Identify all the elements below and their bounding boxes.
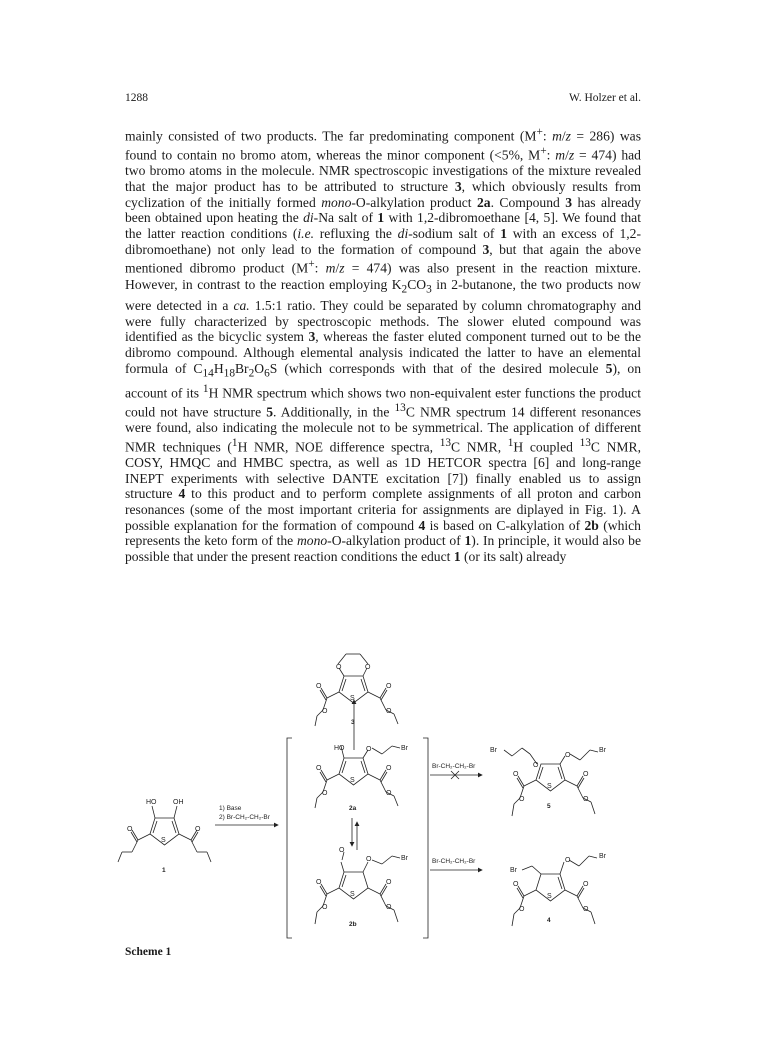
atom-label-o: O (513, 771, 519, 778)
body-text: mainly consisted of two products. The far predominating component (M+: m/z = 286) was found to contain no bromo atom, whereas the minor component (<5%, M+: m/z = 474) had two bromo atoms in the molecule. NMR spectroscopic investigations of the mixture revealed that the major product has to be attributed to structure 3, which obviously results from cyclization of the initially formed mono-O-alkylation product 2a. Compound 3 has already been obtained upon heating the di-Na salt of 1 with 1,2-dibromoethane [4, 5]. We found that the latter reaction conditions (i.e. refluxing the di-sodium salt of 1 with an excess of 1,2-dibromoethane) not only lead to the formation of compound 3, but that again the above mentioned dibromo product (M+: m/z = 474) was also present in the reaction mixture. However, in contrast to the reaction employing $K_2CO_3$ in 2-butanone, the two products now were detected in a ca. 1.5:1 ratio. They could be separated by column chromatography and were fully characterized by spectroscopic methods. The slower eluted compound was identified as the bicyclic system 3, whereas the faster eluted component turned out to be the dibromo compound. Although elemental analysis indicated the latter to have an elemental formula of $C_{14}H_{18}Br_2O_6S$ (which corresponds with that of the desired molecule 5), on account of its $^1$H NMR spectrum which shows two non-equivalent ester functions the product could not have structure 5. Additionally, in the $^{13}$C NMR spectrum 14 different resonances were found, also indicating the molecule not to be symmetrical. The application of different NMR techniques ($^1$H NMR, NOE difference spectra, $^{13}$C NMR, $^1$H coupled $^{13}$C NMR, COSY, HMQC and HMBC spectra, as well as 1D HETCOR spectra [6] and long-range INEPT experiments with selective DANTE excitation [7]) finally enabled us to assign structure 4 to this product and to perform complete assignments of all proton and carbon resonances (some of the most important criteria for assignments are diplayed in Fig. 1). A possible explanation for the formation of compound 4 is based on C-alkylation of 2b (which represents the keto form of the mono-O-alkylation product of 1). In principle, it would also be possible that under the present reaction conditions the educt 1 (or its salt) already (125, 126, 641, 565)
atom-label-o: O (513, 881, 519, 888)
atom-label-o: O (386, 904, 392, 911)
atom-label-o: O (533, 762, 539, 769)
compound-number-4: 4 (547, 917, 551, 924)
atom-label-br: Br (510, 867, 517, 874)
scheme-drawing (110, 640, 650, 940)
atom-label-o: O (366, 746, 372, 753)
atom-label-o: O (519, 796, 525, 803)
atom-label-o: O (386, 765, 392, 772)
atom-label-o: O (583, 771, 589, 778)
compound-number-5: 5 (547, 803, 551, 810)
condition-base: 1) Base (219, 805, 242, 812)
compound-1-structure (118, 806, 211, 862)
atom-label-o: O (519, 906, 525, 913)
compound-5-structure (504, 748, 598, 816)
atom-label-o: O (583, 881, 589, 888)
atom-label-s: S (350, 695, 355, 702)
atom-label-o: O (322, 790, 328, 797)
atom-label-o: O (583, 906, 589, 913)
body-paragraph (125, 125, 641, 565)
atom-label-s: S (350, 777, 355, 784)
compound-3-structure (315, 654, 398, 726)
condition-to-5: Br-CH₂-CH₂-Br (432, 763, 476, 770)
compound-number-1: 1 (162, 867, 166, 874)
compound-4-structure (512, 856, 597, 926)
reaction-conditions (219, 763, 476, 865)
atom-label-o: O (195, 826, 201, 833)
atom-label-o: O (386, 683, 392, 690)
atom-label-o: O (365, 664, 371, 671)
atom-label-br: Br (599, 747, 606, 754)
atom-label-o: O (583, 796, 589, 803)
atom-label-o: O (322, 708, 328, 715)
reaction-scheme (110, 640, 650, 940)
compound-number-3: 3 (351, 719, 355, 726)
atom-label-br: Br (599, 853, 606, 860)
page-number: 1288 (125, 92, 148, 104)
atom-label-o: O (565, 857, 571, 864)
atom-label-o: O (316, 765, 322, 772)
compound-number-2a: 2a (349, 805, 357, 812)
compound-2a-structure (315, 746, 400, 808)
atom-label-s: S (350, 891, 355, 898)
running-author: W. Holzer et al. (568, 92, 641, 104)
atom-labels (127, 664, 607, 913)
atom-label-o: O (127, 826, 133, 833)
atom-label-o: O (386, 790, 392, 797)
atom-label-ho: HO (334, 745, 345, 752)
condition-dibromoethane: 2) Br-CH₂-CH₂-Br (219, 814, 270, 821)
atom-label-o: O (316, 879, 322, 886)
atom-label-o: O (386, 708, 392, 715)
compound-number-2b: 2b (349, 921, 357, 928)
atom-label-br: Br (401, 745, 408, 752)
atom-label-o: O (316, 683, 322, 690)
atom-label-ho: HO (146, 799, 157, 806)
atom-label-o: O (386, 879, 392, 886)
atom-label-o: O (366, 856, 372, 863)
condition-to-4: Br-CH₂-CH₂-Br (432, 858, 476, 865)
atom-label-s: S (161, 837, 166, 844)
atom-label-o: O (322, 904, 328, 911)
compound-2b-structure (315, 852, 400, 924)
atom-label-o: O (339, 847, 345, 854)
atom-label-s: S (547, 783, 552, 790)
running-header (125, 92, 641, 104)
atom-label-s: S (547, 893, 552, 900)
atom-label-br: Br (490, 747, 497, 754)
atom-label-oh: OH (173, 799, 184, 806)
atom-label-o: O (565, 752, 571, 759)
atom-label-o: O (336, 664, 342, 671)
atom-label-br: Br (401, 855, 408, 862)
scheme-caption: Scheme 1 (125, 946, 172, 958)
